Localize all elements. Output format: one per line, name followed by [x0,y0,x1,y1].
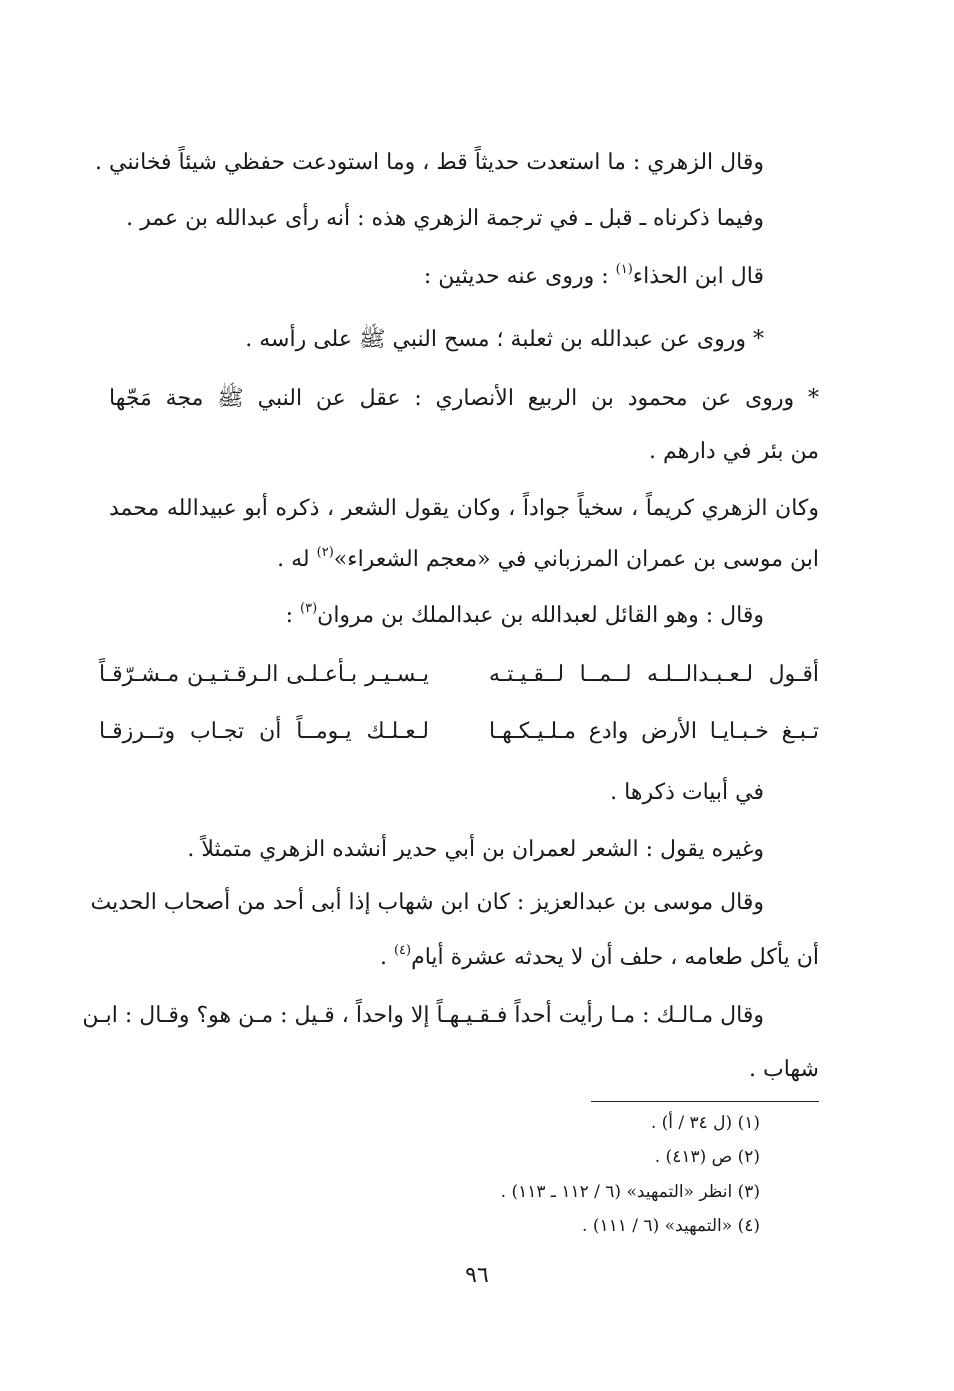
paragraph-line: وقال : وهو القائل لعبدالله بن عبدالملك بن مروان$^{(٣)}$ : [285,601,764,628]
footnote-separator [591,1101,819,1102]
paragraph-line: وغيره يقول : الشعر لعمران بن أبي حدير أنشده الزهري متمثلاً . [187,837,764,862]
verse-second-hemistich: لـعـلـك يـومــاً أن تجـاب وتــرزقـا [99,719,429,744]
verse-first-hemistich: تـبـغ خـبـايـا الأرض وادع مـلـيـكـهـا [489,719,819,744]
footnote-ref[interactable]: (٣) [300,601,318,616]
paragraph-line: ابن موسى بن عمران المرزباني في «معجم الشعراء»$^{(٢)}$ له . [277,545,819,572]
paragraph-line: * وروى عن عبدالله بن ثعلبة ؛ مسح النبي ﷺ على رأسه . [245,327,764,352]
paragraph-line: وقال الزهري : ما استعدت حديثاً قط ، وما استودعت حفظي شيئاً فخانني . [95,150,764,175]
paragraph-line: قال ابن الحذاء$^{(١)}$ : وروى عنه حديثين : [423,262,764,289]
footnote: (٤) «التمهيد» (٦ / ١١١) . [582,1216,760,1236]
footnote-ref[interactable]: (١) [615,262,633,277]
footnote-ref[interactable]: (٢) [316,545,334,560]
footnote-ref[interactable]: (٤) [393,943,412,958]
footnote: (١) (ل ٣٤ / أ) . [650,1113,760,1133]
paragraph-line: في أبيات ذكرها . [610,780,764,805]
verse-first-hemistich: أقـول لـعـبـدالــلـه لــمــا لــقـيـتـه [489,662,819,687]
paragraph-line: * وروى عن محمود بن الربيع الأنصاري : عقل عن النبي ﷺ مجة مَجّها [109,386,819,411]
footnote: (٢) ص (٤١٣) . [654,1147,760,1167]
paragraph-line: وقال مـالـك : مـا رأيت أحداً فـقـيـهـاً إلا واحداً ، قـيل : مـن هو؟ وقـال : ابـن [82,1003,764,1028]
paragraph-line: وكان الزهري كريماً ، سخياً جواداً ، وكان يقول الشعر ، ذكره أبو عبيدالله محمد [109,496,819,521]
paragraph-line: وفيما ذكرناه ـ قبل ـ في ترجمة الزهري هذه : أنه رأى عبدالله بن عمر . [126,206,764,231]
page-number: ٩٦ [465,1263,489,1288]
paragraph-line: وقال موسى بن عبدالعزيز : كان ابن شهاب إذا أبى أحد من أصحاب الحديث [90,890,764,915]
paragraph-line: من بئر في دارهم . [648,439,819,464]
paragraph-line: شهاب . [749,1057,819,1082]
paragraph-line: أن يأكل طعامه ، حلف أن لا يحدثه عشرة أيام$^{(٤)}$ . [379,943,819,970]
verse-second-hemistich: يـسـيـر بـأعـلـى الـرقـتـيـن مـشـرّقـاً [99,662,429,687]
footnote: (٣) انظر «التمهيد» (٦ / ١١٢ ـ ١١٣) . [500,1182,760,1202]
